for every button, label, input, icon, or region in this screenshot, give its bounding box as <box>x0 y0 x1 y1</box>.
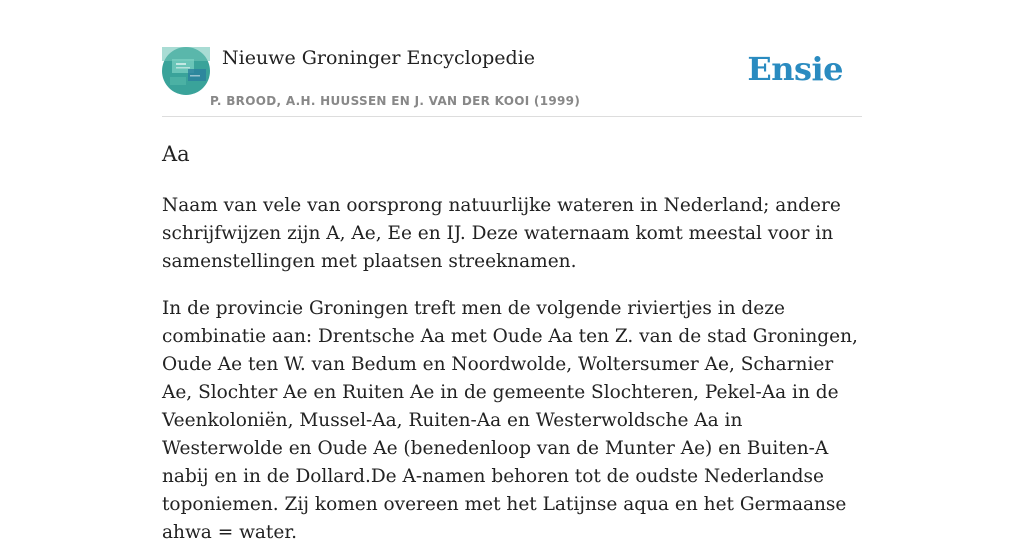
source-header <box>162 46 862 117</box>
article-paragraph: Naam van vele van oorsprong natuurlijke wateren in Nederland; andere schrijfwijzen zijn A, Ae, Ee en IJ. Deze waternaam komt meestal voor in samenstellingen met plaatsen streeknamen. <box>162 195 841 272</box>
book-cover-icon[interactable] <box>162 47 210 95</box>
article <box>162 138 864 547</box>
ensie-logo[interactable]: Ensie <box>747 50 843 88</box>
entry-title: Aa <box>162 142 190 166</box>
source-authors: P. BROOD, A.H. HUUSSEN EN J. VAN DER KOOI (1999) <box>210 94 581 108</box>
article-paragraph: In de provincie Groningen treft men de volgende riviertjes in deze combinatie aan: Drentsche Aa met Oude Aa ten Z. van de stad Groningen, Oude Ae ten W. van Bedum en Noordwolde, Woltersumer Ae, Scharnier Ae, Slochter Ae en Ruiten Ae in de gemeente Slochteren, Pekel-Aa in de Veenkoloniën, Mussel-Aa, Ruiten-Aa en Westerwoldsche Aa in Westerwolde en Oude Ae (benedenloop van de Munter Ae) en Buiten-A nabij en in de Dollard.De A-namen behoren tot de oudste Nederlandse toponiemen. Zij komen overeen met het Latijnse aqua en het Germaanse ahwa = water. <box>162 298 858 543</box>
source-title[interactable]: Nieuwe Groninger Encyclopedie <box>222 47 536 69</box>
